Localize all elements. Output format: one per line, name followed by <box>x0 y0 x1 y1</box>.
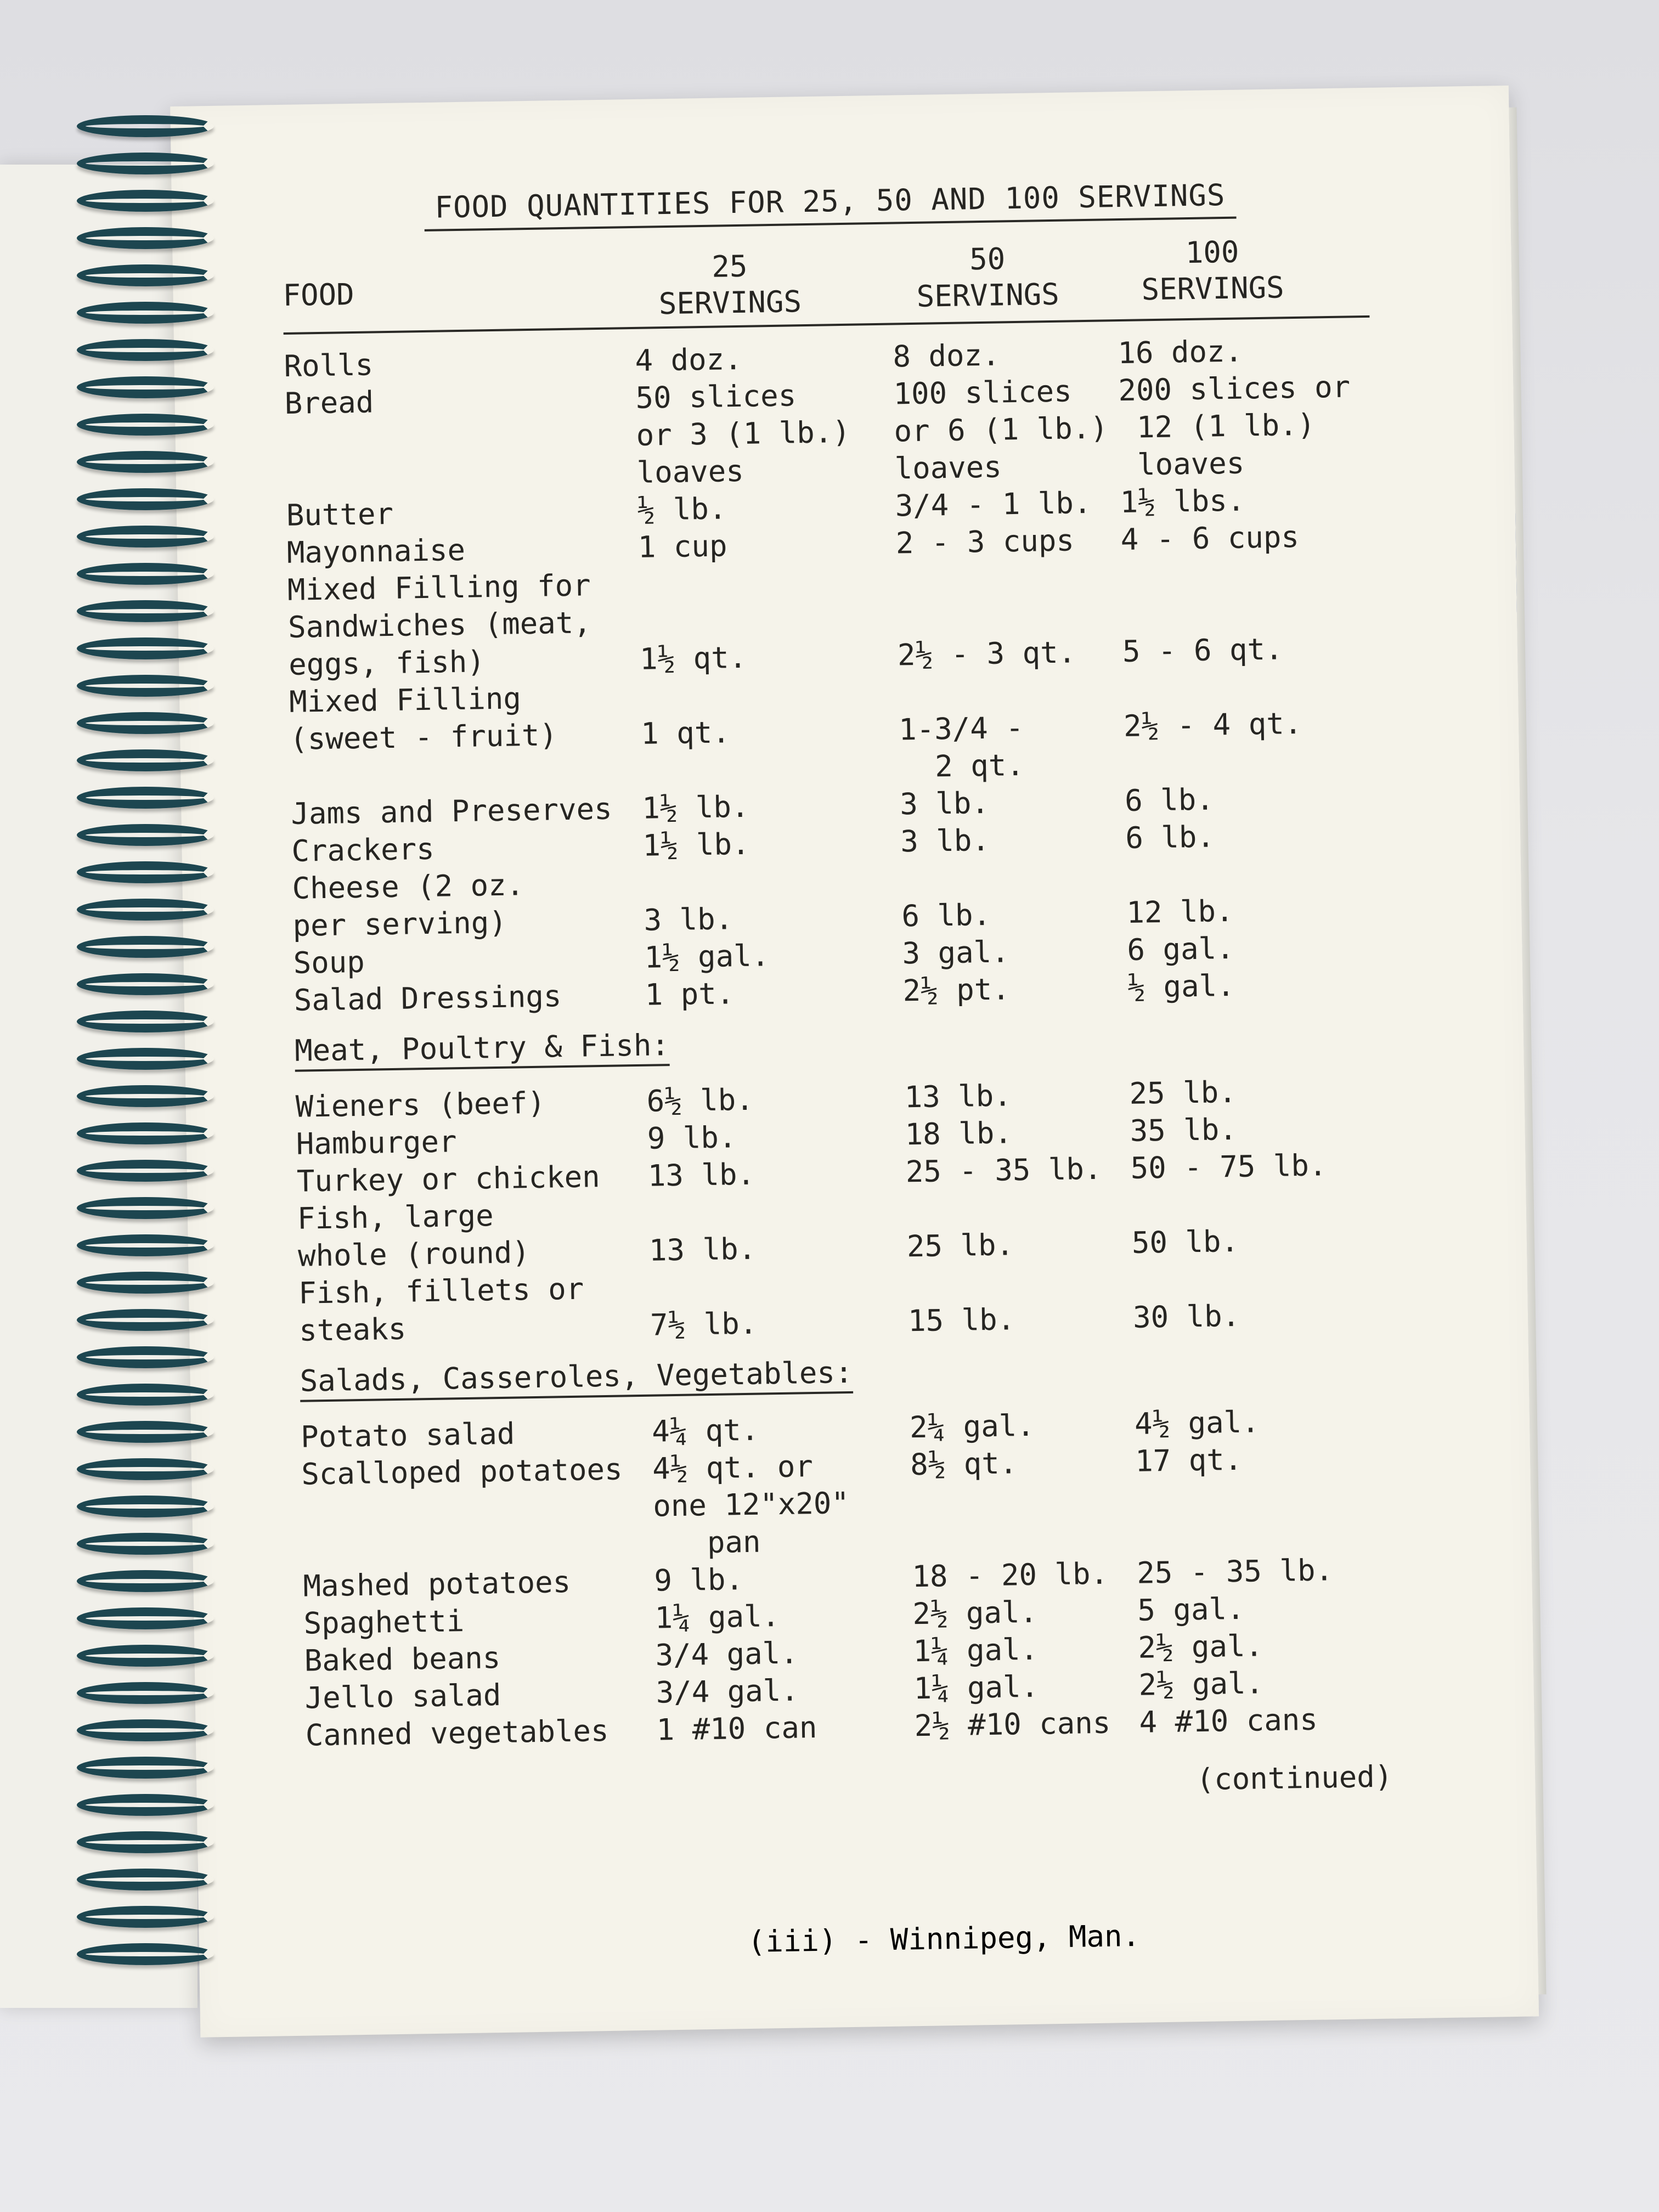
servings-100-cell: 2½ - 4 qt. <box>1122 672 1302 743</box>
food-cell: Mayonnaise <box>286 532 466 570</box>
binding-coil <box>77 973 214 995</box>
binding-coil <box>77 1719 214 1741</box>
binding-coil <box>77 1122 214 1144</box>
servings-100-cell: 5 - 6 qt. <box>1121 560 1284 669</box>
servings-25-cell: 1 #10 can <box>656 1710 817 1747</box>
servings-100-cell: 2½ gal. <box>1138 1666 1264 1702</box>
servings-50-cell: 3 gal. <box>902 934 1010 971</box>
header-25-label: SERVINGS <box>658 284 802 321</box>
header-100 <box>1116 233 1309 308</box>
header-50-number: 50 <box>969 241 1006 277</box>
binding-coil <box>77 1570 214 1592</box>
binding-coil <box>77 1421 214 1443</box>
binding-coil <box>77 899 214 921</box>
binding-coil <box>77 414 214 436</box>
servings-100-cell: 17 qt. <box>1135 1442 1243 1479</box>
table-row <box>287 555 1375 684</box>
food-cell: Scalloped potatoes <box>301 1452 623 1492</box>
servings-100-cell: 2½ gal. <box>1137 1628 1263 1665</box>
section-heading-salads: Salads, Casseroles, Vegetables: <box>300 1354 853 1402</box>
binding-coil <box>77 1458 214 1480</box>
binding-coil <box>77 563 214 585</box>
header-50 <box>891 240 1084 315</box>
servings-25-cell: 3/4 gal. <box>656 1673 799 1710</box>
servings-100-cell: 6 gal. <box>1127 930 1235 967</box>
header-50-label: SERVINGS <box>916 276 1060 314</box>
table-group-general <box>284 330 1435 1019</box>
binding-coil <box>77 190 214 212</box>
binding-coil <box>77 1496 214 1517</box>
servings-50-cell: 2½ gal. <box>912 1594 1038 1632</box>
servings-50-cell: 2½ #10 cans <box>914 1705 1111 1743</box>
binding-coil <box>77 153 214 174</box>
food-cell: Jams and Preserves <box>290 791 613 831</box>
binding-coil <box>77 824 214 846</box>
servings-100-cell: 4½ gal. <box>1134 1404 1260 1441</box>
food-cell: Hamburger <box>296 1124 457 1161</box>
servings-25-cell: 1½ lb. <box>641 789 749 826</box>
table-row <box>284 368 1372 497</box>
servings-25-cell: 1½ qt. <box>638 567 747 676</box>
servings-50-cell: 1¼ gal. <box>913 1632 1039 1669</box>
servings-100-cell: 16 doz. <box>1117 334 1243 371</box>
binding-coil <box>77 339 214 361</box>
servings-100-cell: 25 lb. <box>1129 1074 1237 1111</box>
servings-25-cell: 1 qt. <box>640 679 731 751</box>
spiral-binding <box>77 115 225 2008</box>
servings-100-cell: 25 - 35 lb. <box>1136 1553 1334 1590</box>
servings-50-cell: 1¼ gal. <box>913 1669 1039 1706</box>
food-cell: Jello salad <box>304 1678 501 1716</box>
binding-coil <box>77 451 214 473</box>
binding-coil <box>77 1384 214 1406</box>
servings-50-cell: 18 lb. <box>905 1115 1013 1152</box>
binding-coil <box>77 1197 214 1219</box>
servings-50-cell: 100 slices or 6 (1 lb.) loaves <box>893 374 1109 486</box>
header-food: FOOD <box>283 276 355 313</box>
binding-coil <box>77 1011 214 1032</box>
binding-coil <box>77 1309 214 1331</box>
servings-25-cell: 7½ lb. <box>649 1270 758 1342</box>
servings-50-cell: 6 lb. <box>900 861 991 934</box>
servings-25-cell: 13 lb. <box>647 1156 755 1193</box>
binding-coil <box>77 1048 214 1070</box>
servings-100-cell: 200 slices or 12 (1 lb.) loaves <box>1118 369 1351 483</box>
servings-50-cell: 3 lb. <box>899 785 990 822</box>
binding-coil <box>77 376 214 398</box>
servings-100-cell: 35 lb. <box>1130 1111 1238 1148</box>
binding-coil <box>77 749 214 771</box>
servings-100-cell: 4 - 6 cups <box>1120 519 1300 557</box>
servings-100-cell: 6 lb. <box>1125 819 1215 855</box>
binding-coil <box>77 302 214 324</box>
servings-25-cell: 4½ qt. or one 12"x20" pan <box>652 1449 850 1561</box>
food-cell: Cheese (2 oz. per serving) <box>292 867 524 943</box>
food-cell: Mixed Filling (sweet - fruit) <box>289 681 558 757</box>
servings-100-cell: 6 lb. <box>1124 782 1215 818</box>
food-cell: Turkey or chicken <box>296 1159 601 1199</box>
servings-50-cell: 2 - 3 cups <box>895 523 1075 561</box>
binding-coil <box>77 1794 214 1816</box>
binding-coil <box>77 1272 214 1294</box>
table-header <box>282 234 1369 335</box>
food-cell: Spaghetti <box>303 1604 465 1641</box>
servings-25-cell: 9 lb. <box>647 1120 737 1156</box>
page-title: FOOD QUANTITIES FOR 25, 50 AND 100 SERVINGS <box>424 178 1237 232</box>
servings-50-cell: 15 lb. <box>907 1266 1015 1339</box>
food-cell: Mixed Filling for Sandwiches (meat, eggs, fish) <box>287 568 592 682</box>
servings-25-cell: 1 pt. <box>645 976 735 1012</box>
servings-50-cell: 2½ pt. <box>902 972 1011 1008</box>
servings-100-cell: 4 #10 cans <box>1139 1702 1318 1740</box>
binding-coil <box>77 1160 214 1182</box>
servings-50-cell: 3/4 - 1 lb. <box>895 485 1092 523</box>
servings-25-cell: 9 lb. <box>653 1562 744 1598</box>
servings-50-cell: 25 - 35 lb. <box>905 1151 1102 1189</box>
table-row <box>301 1439 1389 1568</box>
binding-coil <box>77 526 214 548</box>
servings-25-cell: 4 doz. <box>635 341 743 378</box>
continued-note: (continued) <box>1196 1759 1393 1797</box>
binding-coil <box>77 1607 214 1629</box>
food-cell: Rolls <box>284 347 374 383</box>
servings-50-cell: 2¼ gal. <box>909 1408 1035 1445</box>
servings-25-cell: 1½ gal. <box>644 938 770 975</box>
binding-coil <box>77 675 214 697</box>
servings-100-cell: 12 lb. <box>1125 857 1234 930</box>
servings-25-cell: 1¼ gal. <box>654 1599 780 1635</box>
binding-coil <box>77 1757 214 1779</box>
page-edge-marker <box>1515 514 1521 612</box>
binding-coil <box>77 637 214 659</box>
servings-100-cell: 30 lb. <box>1132 1262 1240 1335</box>
servings-100-cell: 5 gal. <box>1137 1591 1245 1628</box>
food-cell: Baked beans <box>304 1640 501 1678</box>
servings-100-cell: 50 lb. <box>1131 1188 1239 1260</box>
servings-25-cell: 50 slices or 3 (1 lb.) loaves <box>635 378 851 490</box>
servings-25-cell: 1½ lb. <box>642 826 750 863</box>
servings-25-cell: ½ lb. <box>637 491 727 527</box>
servings-50-cell: 3 lb. <box>900 822 990 859</box>
binding-coil <box>77 1234 214 1256</box>
servings-50-cell: 18 - 20 lb. <box>911 1556 1109 1594</box>
book-page <box>170 86 1539 2038</box>
binding-coil <box>77 787 214 809</box>
binding-coil <box>77 1943 214 1965</box>
binding-coil <box>77 712 214 734</box>
binding-coil <box>77 115 214 137</box>
servings-100-cell: 1½ lbs. <box>1120 483 1245 520</box>
food-cell: Crackers <box>291 831 435 868</box>
header-100-number: 100 <box>1185 234 1239 270</box>
table-row <box>289 667 1377 795</box>
servings-100-cell: 50 - 75 lb. <box>1130 1148 1327 1186</box>
servings-50-cell: 13 lb. <box>904 1078 1012 1115</box>
header-25-number: 25 <box>711 249 748 284</box>
page-footer: (iii) - Winnipeg, Man. <box>747 1918 1141 1960</box>
table-group-salads <box>301 1401 1447 1754</box>
food-cell: Fish, large whole (round) <box>297 1198 531 1273</box>
servings-25-cell: 1 cup <box>637 528 727 565</box>
binding-coil <box>77 1869 214 1891</box>
food-cell: Potato salad <box>300 1416 515 1454</box>
food-cell: Soup <box>293 944 365 980</box>
binding-coil <box>77 227 214 249</box>
binding-coil <box>77 488 214 510</box>
binding-coil <box>77 1533 214 1555</box>
table-group-meat <box>295 1070 1440 1350</box>
document-body <box>281 174 1448 1810</box>
binding-coil <box>77 1645 214 1667</box>
food-cell: Bread <box>284 385 374 421</box>
servings-25-cell: 6½ lb. <box>646 1082 754 1119</box>
servings-25-cell: 13 lb. <box>648 1195 757 1268</box>
binding-coil <box>77 1346 214 1368</box>
servings-25-cell: 3/4 gal. <box>655 1635 799 1673</box>
food-cell: Canned vegetables <box>305 1713 609 1753</box>
servings-50-cell: 25 lb. <box>906 1192 1014 1264</box>
servings-25-cell: 4¼ qt. <box>651 1412 759 1449</box>
servings-50-cell: 1-3/4 - 2 qt. <box>898 675 1025 785</box>
binding-coil <box>77 936 214 958</box>
food-cell: Butter <box>286 496 394 533</box>
binding-coil <box>77 861 214 883</box>
servings-25-cell: 3 lb. <box>642 865 733 938</box>
header-25 <box>633 247 826 322</box>
binding-coil <box>77 264 214 286</box>
section-heading-meat: Meat, Poultry & Fish: <box>295 1026 670 1072</box>
binding-coil <box>77 600 214 622</box>
servings-50-cell: 2½ - 3 qt. <box>896 563 1076 673</box>
food-cell: Fish, fillets or steaks <box>298 1271 584 1348</box>
servings-50-cell: 8 doz. <box>892 337 1001 374</box>
servings-100-cell: ½ gal. <box>1127 968 1235 1005</box>
food-cell: Salad Dressings <box>294 979 562 1018</box>
servings-50-cell: 8½ qt. <box>910 1446 1018 1482</box>
header-100-label: SERVINGS <box>1141 270 1285 307</box>
binding-coil <box>77 1682 214 1704</box>
binding-coil <box>77 1906 214 1928</box>
binding-coil <box>77 1831 214 1853</box>
food-cell: Wieners (beef) <box>295 1085 546 1124</box>
binding-coil <box>77 1085 214 1107</box>
food-cell: Mashed potatoes <box>303 1565 571 1604</box>
